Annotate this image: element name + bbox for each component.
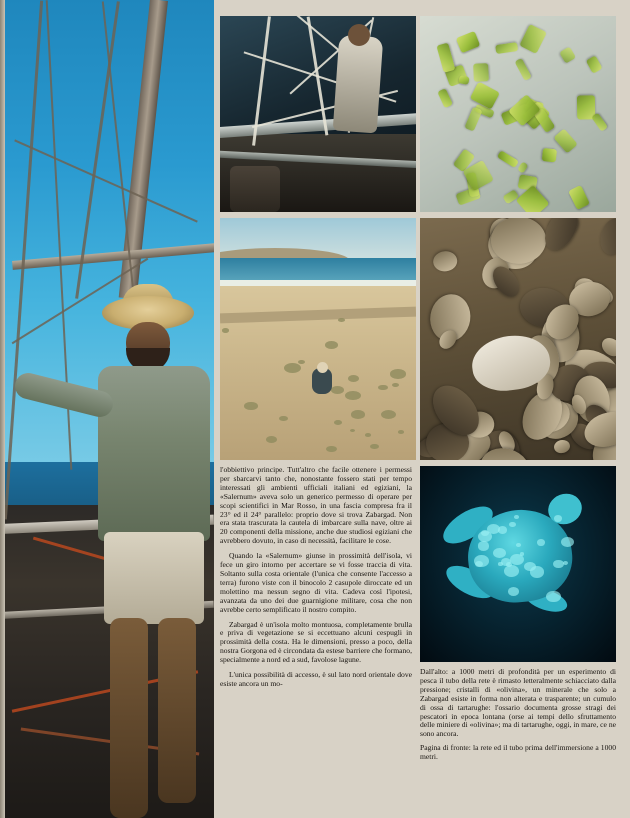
carapace-spot [524,562,536,571]
caption-paragraph: Dall'alto: a 1000 metri di profondità per un esperimento di pesca il tubo della rete è rimasto letteralmente schiacciato dalla pressione; cristalli di «olivina», un minerale che solo a Zabargad esiste in forma non alterata e trasparente; un cumulo di ossa di tartarughe: l'ossario documenta grosse stragi dei pescatori in epoca lontana (orse ai tempi dello sfruttamento delle miniere di «olivina»; ma di tartarughe, oggi, in mare, ce ne sono ancora. [420,667,616,739]
carapace-spot [516,543,521,547]
beach-coastline-photo [220,218,416,460]
carapace-spot [474,555,489,567]
carapace-spot [509,522,515,527]
leg [110,618,148,818]
olivine-crystal [473,63,489,82]
shrub [326,446,337,452]
page-edge [0,0,5,818]
leg [158,618,196,803]
carapace-spot [554,515,562,521]
turtle-shells-ossuary-photo [420,218,616,460]
shrub [338,318,344,322]
shrub [392,383,399,387]
olivine-crystal [542,148,557,162]
shrub [331,386,344,394]
fisherman-figure [96,296,214,818]
photo-captions-column [420,668,616,814]
carapace-spot [553,560,563,568]
shrub [244,402,257,410]
paragraph: L'unica possibilità di accesso, è sul lato nord orientale dove esiste ancora un mo- [220,670,412,688]
crouching-figure-head [317,362,328,373]
carapace-spot [498,562,502,566]
carapace-spot [504,565,519,577]
crew-member-head [348,24,370,46]
shrub [325,341,338,349]
paragraph: Quando la «Salernum» giunse in prossimità dell'isola, vi fece un giro intorno per accertare se vi fosse traccia di vita. Soltanto sulla costa orientale (l'unica che consente l'accesso a terra) furono viste con il binocolo 2 casupole diroccate ed un molettino ma nessun segno di vita. Cadeva così l'ipotesi, avanzata da uno dei due guarnigione militare, cosa che non avrebbe certo semplificato il nostro compito. [220,551,412,614]
shrub [222,328,229,332]
article-body-left-column [220,466,412,812]
shrub [365,433,371,437]
caption-paragraph: Pagina di fronte: la rete ed il tubo prima dell'immersione a 1000 metri. [420,743,616,762]
shirt [98,366,210,541]
carapace-spot [514,515,519,519]
crew-member [333,35,384,134]
carapace-spot [493,548,505,558]
ropes-and-net-photo [220,16,416,212]
carapace-spot [546,591,561,603]
shrub [351,410,365,418]
shrub [284,363,301,373]
shorts [104,532,204,624]
sea-turtle-underwater-photo [420,466,616,662]
carapace-spot [520,552,525,556]
barrel [230,166,280,212]
shrub [378,385,388,391]
fisherman-on-boat-photo [0,0,214,818]
olivine-crystals-photo [420,16,616,212]
carapace-spot [478,541,490,550]
turtle-shell [491,218,546,264]
shrub [390,369,405,378]
shrub [381,410,396,419]
shrub [348,375,360,382]
paragraph: Zabargad è un'isola molto montuosa, completamente brulla e priva di vegetazione se si eccettuano alcuni cespugli in prossimità della costa. Ha le dimensioni, presso a poco, della nostra Gorgona ed è circondata da estese barriere che formano, specialmente a nord ed a sud, favolose lagune. [220,619,412,665]
paragraph: l'obbiettivo principe. Tutt'altro che facile ottenere i permessi per sbarcarvi tanto che, nonostante fossero stati per tempo interessati gli ambienti ufficiali italiani ed egiziani, la «Salernum» aveva solo un generico permesso di operare per scopi scientifici in Mar Rosso, in una fascia compresa fra il 23° ed il 24° parallelo: proprio dove si trova Zabargad. Non era stata trascurata la cautela di imbarcare sulla nave, oltre ai 20 componenti della missione, anche due studiosi egiziani che avrebbero dovuto, in caso di necessità, facilitare le cose. [220,465,412,546]
